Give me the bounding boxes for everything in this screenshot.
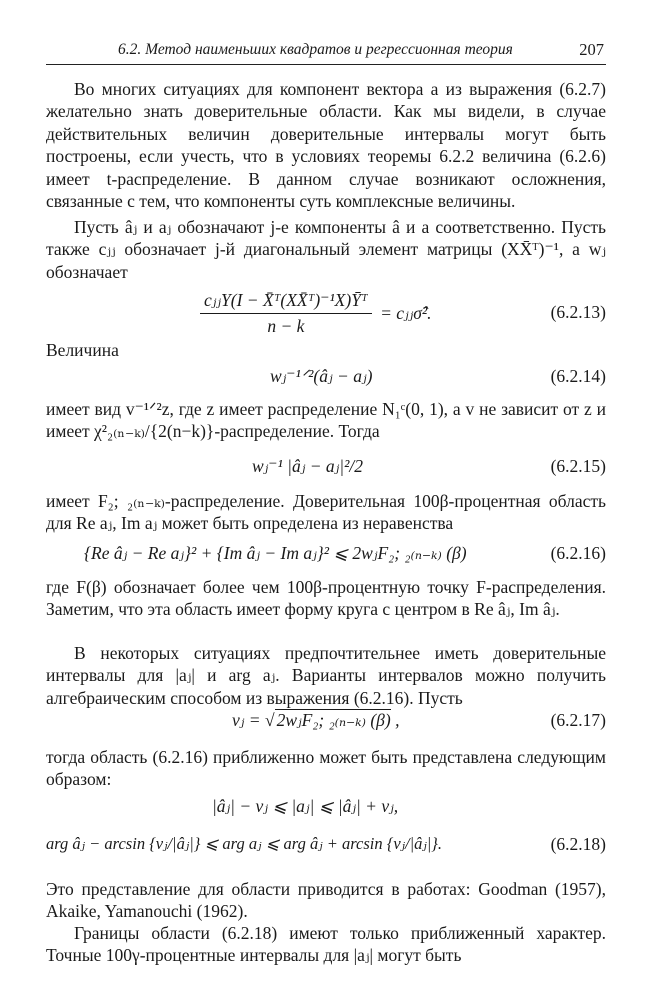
equation-6-2-18a: |âⱼ| − vⱼ ⩽ |aⱼ| ⩽ |âⱼ| + vⱼ, — [212, 796, 399, 816]
paragraph-6: где F(β) обозначает более чем 100β-процентную точку F-распределения. Заметим, что эта область имеет форму круга с центром в Re âⱼ, Im âⱼ. — [46, 577, 606, 620]
equation-lhs: vⱼ = √ — [232, 710, 275, 730]
equation-6-2-14: wⱼ⁻¹ᐟ²(âⱼ − aⱼ) — [270, 366, 373, 386]
equation-6-2-18b: arg âⱼ − arcsin {vⱼ/|âⱼ|} ⩽ arg aⱼ ⩽ arg âⱼ + arcsin {vⱼ/|âⱼ|}. — [46, 834, 442, 853]
equation-label-6-2-13: (6.2.13) — [550, 302, 606, 322]
equation-6-2-17 — [232, 710, 399, 731]
equation-6-2-13 — [200, 290, 432, 337]
equation-label-6-2-15: (6.2.15) — [550, 456, 606, 476]
running-header — [46, 38, 606, 65]
equation-label-6-2-14: (6.2.14) — [550, 366, 606, 386]
paragraph-3: Величина — [46, 340, 119, 360]
square-root-argument: 2wⱼF₂; ₂₍ₙ₋ₖ₎ (β) — [276, 710, 391, 730]
section-title: 6.2. Метод наименьших квадратов и регрессионная теория — [118, 41, 513, 58]
equation-comma: , — [395, 710, 400, 730]
paragraph-4: имеет вид v⁻¹ᐟ²z, где z имеет распределение N₁ᶜ(0, 1), а v не зависит от z и имеет χ²₂₍ₙ₋ₖ₎/{2(n−k)}-распределение. Тогда — [46, 399, 606, 442]
equation-rhs: = cⱼⱼσ̂². — [380, 303, 432, 323]
paragraph-9: Это представление для области приводится в работах: Goodman (1957), Akaike, Yamanouchi (1962). — [46, 879, 606, 922]
page-number: 207 — [579, 40, 604, 59]
paragraph-5: имеет F₂; ₂₍ₙ₋ₖ₎-распределение. Доверительная 100β-процентная область для Re aⱼ, Im aⱼ может быть определена из неравенства — [46, 491, 606, 534]
fraction — [200, 290, 372, 337]
fraction-numerator: cⱼⱼY(I − X̄ᵀ(XX̄ᵀ)⁻¹X)Ȳᵀ — [200, 290, 372, 314]
paragraph-2: Пусть âⱼ и aⱼ обозначают j-е компоненты â и a соответственно. Пусть также cⱼⱼ обозначает j-й диагональный элемент матрицы (XX̄ᵀ)⁻¹, а wⱼ обозначает — [46, 217, 606, 282]
equation-6-2-16: {Re âⱼ − Re aⱼ}² + {Im âⱼ − Im aⱼ}² ⩽ 2wⱼF₂; ₂₍ₙ₋ₖ₎ (β) — [84, 543, 467, 563]
paragraph-10: Границы области (6.2.18) имеют только приближенный характер. Точные 100γ-процентные интервалы для |aⱼ| могут быть — [46, 923, 606, 966]
paragraph-7: В некоторых ситуациях предпочтительнее иметь доверительные интервалы для |aⱼ| и arg aⱼ. Варианты интервалов можно получить алгебраическим способом из выражения (6.2.16). Пусть — [46, 643, 606, 708]
paragraph-8: тогда область (6.2.16) приближенно может быть представлена следующим образом: — [46, 747, 606, 790]
equation-label-6-2-17: (6.2.17) — [550, 710, 606, 730]
fraction-denominator: n − k — [267, 316, 305, 336]
paragraph-1: Во многих ситуациях для компонент вектора a из выражения (6.2.7) желательно знать доверительные области. Как мы видели, в случае действительных величин доверительные интервалы могут быть построены, если учесть, что в условиях теоремы 6.2.2 величина (6.2.6) имеет t-распределение. В данном случае возникают осложнения, связанные с тем, что компоненты суть комплексные величины. — [46, 79, 606, 212]
equation-label-6-2-18: (6.2.18) — [550, 834, 606, 854]
equation-label-6-2-16: (6.2.16) — [550, 543, 606, 563]
equation-6-2-15: wⱼ⁻¹ |âⱼ − aⱼ|²/2 — [252, 456, 363, 476]
